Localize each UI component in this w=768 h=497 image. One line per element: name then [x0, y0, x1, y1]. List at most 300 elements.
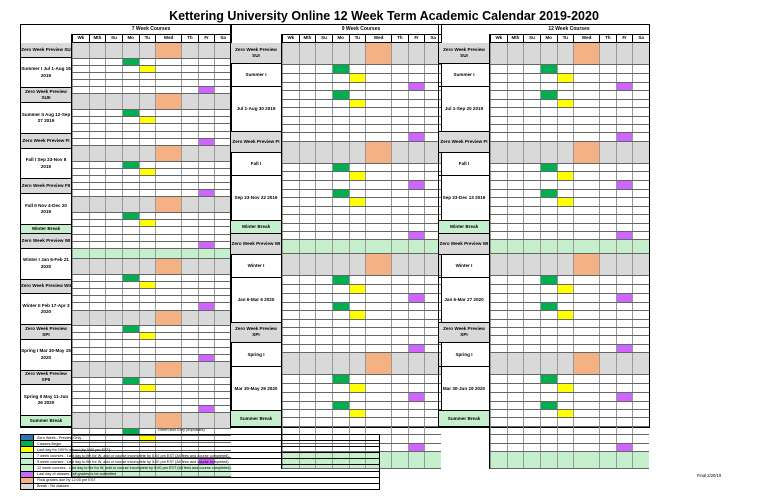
- panel-12-week: [438, 24, 650, 428]
- calendar-cell: [349, 294, 366, 302]
- calendar-cell: [616, 172, 633, 180]
- calendar-cell: [122, 132, 139, 138]
- calendar-cell: [557, 285, 574, 293]
- calendar-cell: [198, 213, 215, 219]
- calendar-cell: [523, 384, 540, 392]
- calendar-cell: [599, 328, 616, 335]
- legend-text: 9 week courses - Last day to file for W, add or course incomplete by 5:00 pm EST (All fees and course completed).: [37, 459, 230, 464]
- final-date: Final 2/20/19: [697, 473, 722, 478]
- calendar-cell: [181, 378, 198, 384]
- calendar-cell: [155, 362, 181, 377]
- calendar-week-row: [490, 336, 649, 344]
- term-block-label: Zero Week Preview SPI: [439, 323, 489, 344]
- calendar-cell: [599, 418, 616, 425]
- calendar-cell: [391, 215, 408, 222]
- calendar-cell: [599, 435, 616, 442]
- calendar-cell: [391, 393, 408, 401]
- calendar-cell: [89, 235, 106, 241]
- calendar-cell: [523, 133, 540, 140]
- calendar-cell: [105, 213, 122, 219]
- calendar-cell: [139, 275, 156, 281]
- calendar-cell: [408, 435, 425, 442]
- calendar-cell: [490, 108, 507, 115]
- calendar-cell: [72, 132, 89, 138]
- calendar-cell: [408, 328, 425, 335]
- calendar-cell: [408, 320, 425, 327]
- calendar-cell: [557, 240, 574, 253]
- calendar-cell: [507, 172, 524, 180]
- calendar-cell: [315, 215, 332, 222]
- calendar-cell: [365, 108, 391, 115]
- calendar-cell: [139, 385, 156, 391]
- calendar-cell: [408, 43, 425, 64]
- calendar-cell: [573, 142, 599, 163]
- calendar-cell: [332, 254, 349, 275]
- calendar-cell: [198, 59, 215, 65]
- calendar-cell: [349, 190, 366, 197]
- calendar-cell: [632, 311, 649, 318]
- calendar-cell: [540, 418, 557, 425]
- calendar-cell: [490, 224, 507, 231]
- calendar-cell: [599, 254, 616, 275]
- calendar-cell: [557, 427, 574, 434]
- calendar-cell: [72, 176, 89, 182]
- calendar-cell: [490, 375, 507, 383]
- calendar-cell: [408, 444, 425, 451]
- calendar-cell: [557, 311, 574, 318]
- calendar-cell: [282, 117, 299, 124]
- calendar-cell: [72, 399, 89, 405]
- calendar-cell: [632, 393, 649, 401]
- calendar-cell: [632, 427, 649, 434]
- panel-header-7-week: 7 Week Courses: [71, 25, 231, 35]
- calendar-cell: [122, 59, 139, 65]
- weekday-label: Sa: [424, 34, 441, 42]
- calendar-cell: [557, 65, 574, 73]
- calendar-cell: [540, 410, 557, 417]
- calendar-cell: [282, 142, 299, 163]
- calendar-cell: [391, 43, 408, 64]
- calendar-cell: [139, 326, 156, 332]
- calendar-cell: [332, 402, 349, 409]
- calendar-cell: [632, 142, 649, 163]
- calendar-cell: [540, 276, 557, 284]
- calendar-cell: [632, 91, 649, 98]
- calendar-cell: [540, 311, 557, 318]
- calendar-cell: [181, 348, 198, 354]
- calendar-cell: [122, 73, 139, 79]
- calendar-cell: [540, 353, 557, 374]
- calendar-cell: [349, 117, 366, 124]
- calendar-cell: [523, 74, 540, 82]
- calendar-cell: [490, 91, 507, 98]
- calendar-week-row: [72, 73, 231, 80]
- calendar-cell: [365, 320, 391, 327]
- calendar-cell: [282, 181, 299, 189]
- calendar-cell: [89, 406, 106, 412]
- calendar-cell: [557, 215, 574, 222]
- calendar-cell: [332, 294, 349, 302]
- calendar-cell: [315, 65, 332, 73]
- calendar-cell: [391, 254, 408, 275]
- calendar-cell: [616, 336, 633, 343]
- calendar-cell: [332, 393, 349, 401]
- calendar-cell: [616, 224, 633, 231]
- calendar-cell: [214, 162, 231, 168]
- calendar-cell: [315, 410, 332, 417]
- calendar-cell: [105, 139, 122, 145]
- calendar-cell: [198, 87, 215, 93]
- calendar-cell: [523, 190, 540, 197]
- calendar-cell: [557, 172, 574, 180]
- calendar-cell: [89, 59, 106, 65]
- calendar-cell: [122, 275, 139, 281]
- calendar-week-row: [72, 87, 231, 94]
- calendar-cell: [315, 294, 332, 302]
- calendar-week-row: [490, 285, 649, 294]
- calendar-cell: [315, 311, 332, 318]
- calendar-week-row: [490, 353, 649, 375]
- calendar-cell: [490, 207, 507, 214]
- calendar-cell: [523, 142, 540, 163]
- calendar-cell: [315, 100, 332, 107]
- calendar-cell: [365, 375, 391, 383]
- calendar-cell: [365, 224, 391, 231]
- calendar-week-row: [72, 213, 231, 220]
- calendar-week-row: [72, 169, 231, 176]
- calendar-cell: [408, 142, 425, 163]
- calendar-week-row: [72, 385, 231, 392]
- calendar-cell: [72, 183, 89, 189]
- calendar-week-row: [72, 406, 231, 413]
- term-block-label: Winter I: [439, 255, 489, 279]
- calendar-cell: [507, 402, 524, 409]
- calendar-cell: [391, 100, 408, 107]
- calendar-cell: [299, 215, 316, 222]
- calendar-cell: [122, 326, 139, 332]
- calendar-cell: [105, 289, 122, 295]
- calendar-cell: [214, 139, 231, 145]
- calendar-cell: [72, 169, 89, 175]
- calendar-cell: [315, 418, 332, 425]
- calendar-cell: [490, 393, 507, 401]
- calendar-week-row: [282, 320, 441, 328]
- calendar-cell: [391, 285, 408, 293]
- calendar-cell: [557, 142, 574, 163]
- term-block-label: Summer Break: [439, 411, 489, 427]
- calendar-week-row: [72, 259, 231, 275]
- calendar-cell: [365, 418, 391, 425]
- calendar-cell: [573, 207, 599, 214]
- calendar-cell: [408, 393, 425, 401]
- calendar-cell: [365, 311, 391, 318]
- calendar-cell: [315, 198, 332, 205]
- calendar-cell: [391, 164, 408, 172]
- calendar-cell: [507, 108, 524, 115]
- term-block-label: Winter Break: [231, 221, 281, 234]
- calendar-week-row: [490, 74, 649, 83]
- calendar-cell: [155, 124, 181, 130]
- calendar-cell: [616, 108, 633, 115]
- calendar-cell: [89, 43, 106, 58]
- calendar-cell: [139, 311, 156, 326]
- calendar-cell: [573, 215, 599, 222]
- legend-text: Last day of classes - all grades to be submitted: [37, 472, 117, 477]
- weekday-label: Th: [599, 34, 616, 42]
- calendar-cell: [214, 406, 231, 412]
- calendar-cell: [198, 385, 215, 391]
- calendar-cell: [365, 100, 391, 107]
- calendar-week-row: [72, 311, 231, 327]
- term-block-label: Winter Break: [439, 221, 489, 234]
- weekday-label: Th: [391, 34, 408, 42]
- calendar-cell: [599, 303, 616, 310]
- calendar-cell: [573, 74, 599, 82]
- calendar-week-row: [282, 65, 441, 74]
- calendar-cell: [391, 345, 408, 352]
- weekday-label: Mth: [89, 34, 106, 42]
- calendar-cell: [616, 427, 633, 434]
- calendar-cell: [616, 276, 633, 284]
- calendar-cell: [540, 108, 557, 115]
- calendar-week-row: [72, 139, 231, 146]
- legend-swatch: [21, 447, 34, 452]
- calendar-cell: [315, 375, 332, 383]
- calendar-cell: [507, 276, 524, 284]
- term-block-label: Jul 1-Aug 30 2019: [231, 87, 281, 131]
- calendar-cell: [573, 418, 599, 425]
- calendar-cell: [616, 444, 633, 451]
- calendar-cell: [599, 65, 616, 73]
- calendar-cell: [632, 345, 649, 352]
- calendar-cell: [89, 249, 106, 258]
- calendar-week-row: [72, 190, 231, 197]
- calendar-cell: [139, 94, 156, 109]
- calendar-cell: [365, 303, 391, 310]
- calendar-week-row: [490, 418, 649, 426]
- calendar-week-row: [282, 181, 441, 190]
- calendar-week-row: [490, 133, 649, 141]
- calendar-cell: [391, 172, 408, 180]
- calendar-cell: [540, 294, 557, 302]
- calendar-cell: [315, 393, 332, 401]
- term-block-label: Zero Week Preview SU: [21, 43, 71, 58]
- calendar-cell: [573, 224, 599, 231]
- calendar-cell: [349, 164, 366, 172]
- calendar-cell: [632, 65, 649, 73]
- calendar-cell: [299, 181, 316, 189]
- calendar-cell: [332, 181, 349, 189]
- calendar-cell: [198, 183, 215, 189]
- calendar-cell: [490, 435, 507, 442]
- calendar-cell: [105, 296, 122, 302]
- calendar-week-row: [282, 100, 441, 108]
- calendar-cell: [599, 117, 616, 124]
- calendar-cell: [122, 139, 139, 145]
- calendar-cell: [523, 435, 540, 442]
- calendar-cell: [155, 139, 181, 145]
- calendar-cell: [365, 164, 391, 172]
- calendar-cell: [89, 385, 106, 391]
- calendar-cell: [155, 413, 181, 428]
- weekday-label: Su: [315, 34, 332, 42]
- legend-swatch: [21, 478, 34, 483]
- calendar-cell: [181, 355, 198, 361]
- calendar-cell: [89, 303, 106, 309]
- calendar-cell: [408, 133, 425, 140]
- calendar-cell: [198, 326, 215, 332]
- calendar-cell: [540, 232, 557, 239]
- calendar-cell: [155, 80, 181, 86]
- calendar-cell: [122, 340, 139, 346]
- calendar-cell: [299, 276, 316, 284]
- calendar-cell: [599, 402, 616, 409]
- calendar-cell: [139, 139, 156, 145]
- calendar-cell: [507, 345, 524, 352]
- calendar-cell: [105, 340, 122, 346]
- legend-text: Last day for 100% refund (by 5:00 pm EST): [37, 447, 111, 452]
- calendar-cell: [155, 275, 181, 281]
- calendar-cell: [632, 435, 649, 442]
- calendar-cell: [181, 87, 198, 93]
- calendar-cell: [616, 375, 633, 383]
- calendar-week-row: [282, 91, 441, 99]
- panel-9-week: [230, 24, 442, 428]
- calendar-cell: [557, 198, 574, 205]
- calendar-week-row: [490, 254, 649, 276]
- calendar-cell: [72, 413, 89, 428]
- calendar-cell: [89, 220, 106, 226]
- calendar-cell: [315, 172, 332, 180]
- calendar-cell: [391, 452, 408, 468]
- calendar-cell: [198, 162, 215, 168]
- calendar-week-row: [490, 215, 649, 223]
- calendar-cell: [181, 289, 198, 295]
- calendar-cell: [198, 311, 215, 326]
- calendar-cell: [599, 294, 616, 302]
- weekday-label: Fr: [198, 34, 215, 42]
- calendar-cell: [155, 296, 181, 302]
- calendar-cell: [507, 232, 524, 239]
- calendar-cell: [523, 452, 540, 468]
- calendar-week-row: [72, 132, 231, 139]
- calendar-cell: [72, 378, 89, 384]
- calendar-cell: [523, 336, 540, 343]
- calendar-cell: [122, 406, 139, 412]
- calendar-week-row: [72, 399, 231, 406]
- weekday-header: [490, 34, 649, 43]
- calendar-cell: [155, 213, 181, 219]
- calendar-cell: [122, 80, 139, 86]
- calendar-cell: [105, 282, 122, 288]
- calendar-cell: [198, 94, 215, 109]
- calendar-cell: [557, 207, 574, 214]
- calendar-cell: [282, 172, 299, 180]
- calendar-cell: [89, 146, 106, 161]
- calendar-cell: [122, 311, 139, 326]
- calendar-cell: [299, 224, 316, 231]
- calendar-cell: [214, 146, 231, 161]
- calendar-cell: [540, 427, 557, 434]
- calendar-cell: [599, 444, 616, 451]
- calendar-cell: [632, 410, 649, 417]
- term-block-label: Zero Week Preview WI: [231, 234, 281, 255]
- calendar-cell: [616, 181, 633, 189]
- calendar-cell: [122, 355, 139, 361]
- calendar-week-row: [490, 345, 649, 353]
- calendar-cell: [299, 285, 316, 293]
- calendar-cell: [282, 410, 299, 417]
- calendar-week-row: [282, 125, 441, 133]
- calendar-cell: [155, 340, 181, 346]
- calendar-cell: [282, 418, 299, 425]
- calendar-cell: [408, 83, 425, 91]
- calendar-cell: [599, 43, 616, 64]
- calendar-cell: [105, 162, 122, 168]
- calendar-cell: [299, 164, 316, 172]
- calendar-cell: [573, 303, 599, 310]
- calendar-cell: [365, 125, 391, 132]
- calendar-cell: [540, 402, 557, 409]
- calendar-week-row: [490, 181, 649, 190]
- calendar-cell: [214, 227, 231, 233]
- calendar-cell: [214, 326, 231, 332]
- calendar-cell: [181, 80, 198, 86]
- calendar-cell: [282, 224, 299, 231]
- calendar-cell: [557, 100, 574, 107]
- calendar-cell: [573, 172, 599, 180]
- calendar-cell: [391, 74, 408, 82]
- calendar-week-row: [282, 74, 441, 83]
- calendar-cell: [181, 183, 198, 189]
- calendar-cell: [214, 333, 231, 339]
- calendar-cell: [139, 362, 156, 377]
- calendar-cell: [315, 240, 332, 253]
- calendar-cell: [214, 183, 231, 189]
- calendar-week-row: [72, 183, 231, 190]
- calendar-cell: [181, 303, 198, 309]
- calendar-cell: [540, 100, 557, 107]
- calendar-cell: [365, 410, 391, 417]
- calendar-cell: [315, 74, 332, 82]
- calendar-cell: [365, 117, 391, 124]
- calendar-cell: [391, 328, 408, 335]
- calendar-cell: [198, 117, 215, 123]
- calendar-cell: [181, 139, 198, 145]
- calendar-cell: [573, 181, 599, 189]
- calendar-cell: [557, 384, 574, 392]
- calendar-cell: [105, 326, 122, 332]
- calendar-cell: [391, 303, 408, 310]
- calendar-cell: [198, 289, 215, 295]
- calendar-cell: [599, 207, 616, 214]
- calendar-cell: [557, 224, 574, 231]
- term-block-label: Sep 23-Nov 22 2019: [231, 176, 281, 220]
- calendar-cell: [573, 336, 599, 343]
- calendar-cell: [365, 276, 391, 284]
- calendar-cell: [198, 176, 215, 182]
- calendar-cell: [122, 348, 139, 354]
- weekday-label: Mo: [332, 34, 349, 42]
- calendar-cell: [490, 345, 507, 352]
- calendar-cell: [632, 232, 649, 239]
- term-block-label: Summer I: [231, 64, 281, 88]
- calendar-cell: [349, 125, 366, 132]
- calendar-cell: [139, 117, 156, 123]
- calendar-cell: [507, 353, 524, 374]
- calendar-cell: [616, 100, 633, 107]
- calendar-cell: [299, 303, 316, 310]
